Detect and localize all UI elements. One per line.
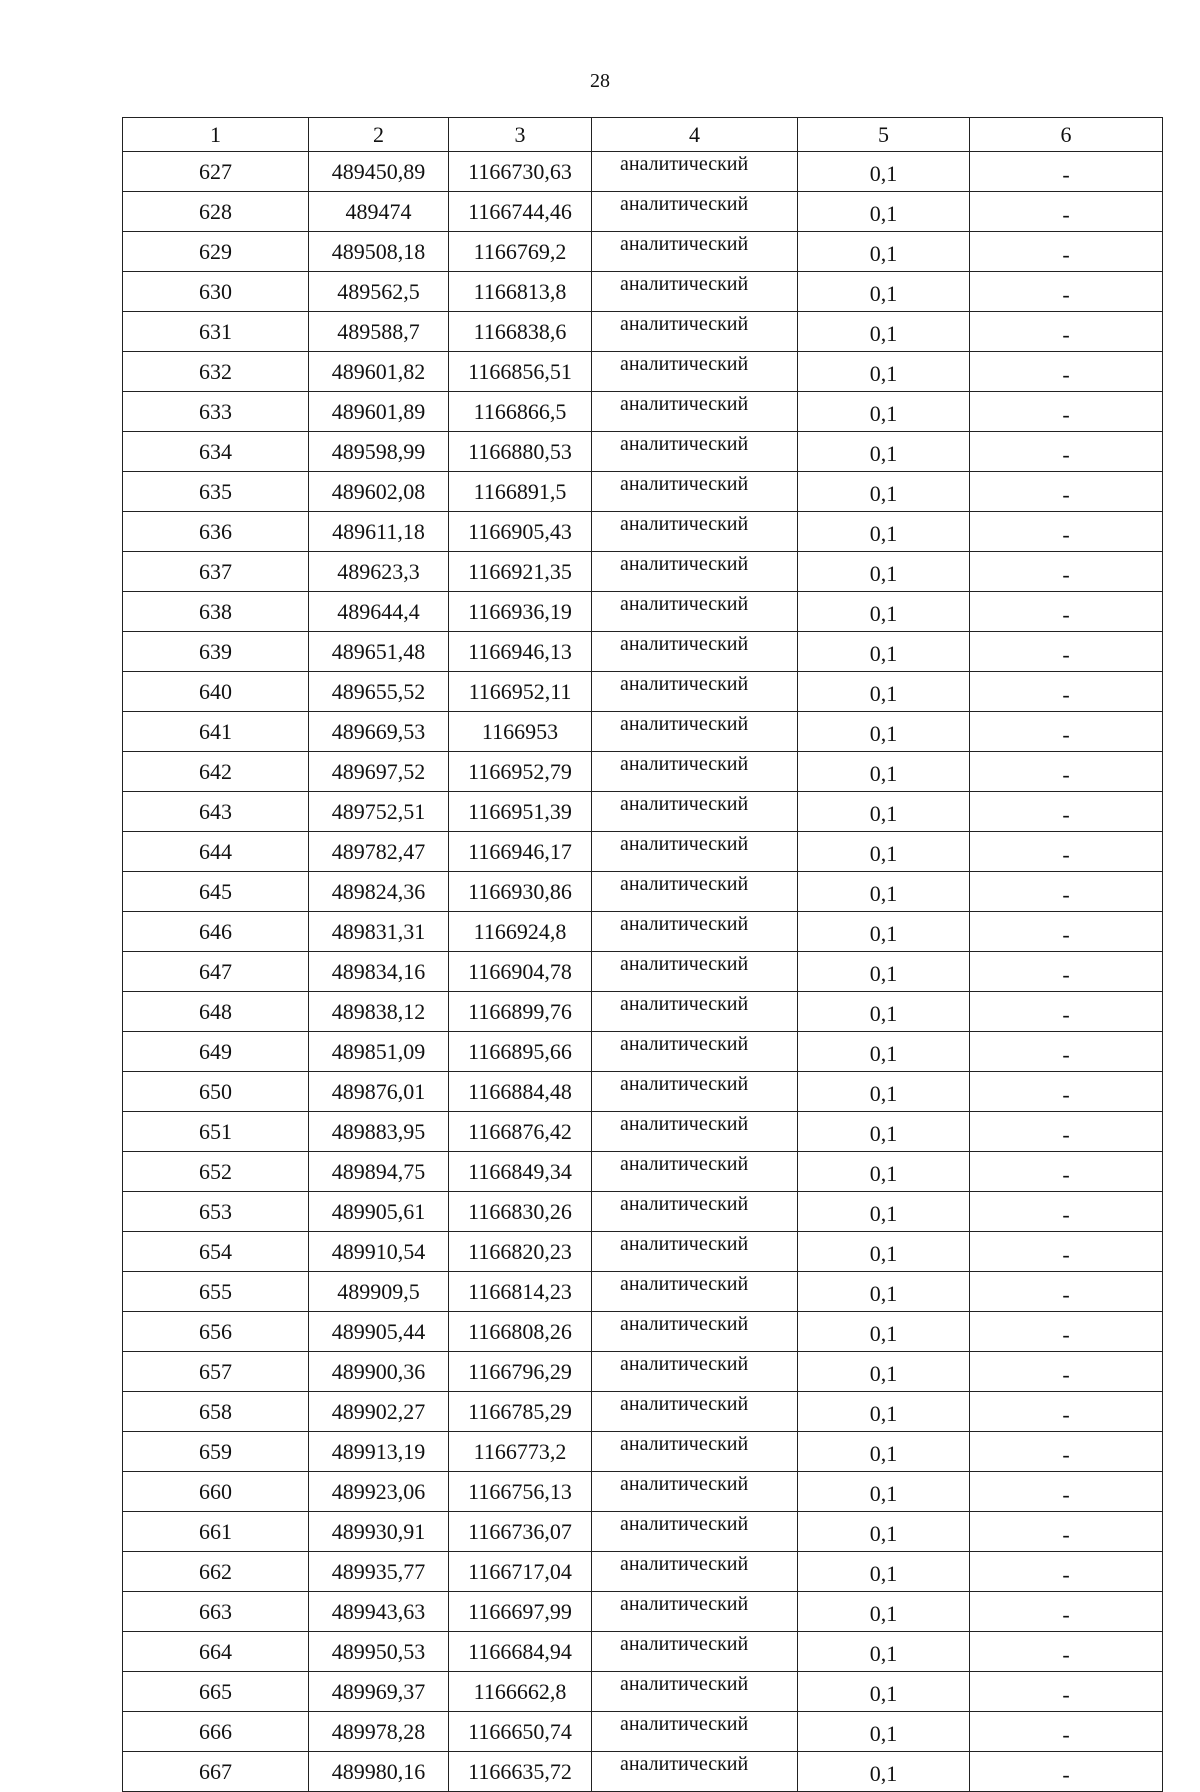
cell-note: -	[970, 1392, 1163, 1432]
cell-point-number: 644	[123, 832, 309, 872]
cell-accuracy: 0,1	[798, 672, 970, 712]
cell-method: аналитический	[592, 1432, 798, 1472]
table-row	[123, 1632, 1163, 1672]
cell-coord-y: 1166946,13	[449, 632, 592, 672]
cell-coord-x: 489838,12	[309, 992, 449, 1032]
cell-accuracy: 0,1	[798, 992, 970, 1032]
cell-point-number: 640	[123, 672, 309, 712]
cell-note: -	[970, 272, 1163, 312]
table-row	[123, 1592, 1163, 1632]
cell-coord-y: 1166849,34	[449, 1152, 592, 1192]
cell-coord-y: 1166899,76	[449, 992, 592, 1032]
table-row	[123, 1272, 1163, 1312]
cell-method: аналитический	[592, 1712, 798, 1752]
table-row	[123, 792, 1163, 832]
cell-note: -	[970, 672, 1163, 712]
cell-method: аналитический	[592, 1032, 798, 1072]
cell-coord-y: 1166684,94	[449, 1632, 592, 1672]
table-row	[123, 1432, 1163, 1472]
table-header-row	[123, 118, 1163, 152]
cell-note: -	[970, 632, 1163, 672]
cell-accuracy: 0,1	[798, 952, 970, 992]
cell-coord-x: 489601,89	[309, 392, 449, 432]
cell-accuracy: 0,1	[798, 1752, 970, 1792]
cell-accuracy: 0,1	[798, 592, 970, 632]
cell-accuracy: 0,1	[798, 1272, 970, 1312]
cell-coord-x: 489883,95	[309, 1112, 449, 1152]
cell-note: -	[970, 1112, 1163, 1152]
table-row	[123, 1312, 1163, 1352]
table-row	[123, 952, 1163, 992]
cell-coord-y: 1166952,79	[449, 752, 592, 792]
cell-point-number: 627	[123, 152, 309, 192]
cell-accuracy: 0,1	[798, 152, 970, 192]
cell-point-number: 652	[123, 1152, 309, 1192]
cell-note: -	[970, 512, 1163, 552]
cell-point-number: 656	[123, 1312, 309, 1352]
cell-coord-x: 489930,91	[309, 1512, 449, 1552]
cell-coord-x: 489824,36	[309, 872, 449, 912]
cell-accuracy: 0,1	[798, 1712, 970, 1752]
cell-accuracy: 0,1	[798, 1552, 970, 1592]
cell-accuracy: 0,1	[798, 352, 970, 392]
cell-method: аналитический	[592, 1352, 798, 1392]
coordinates-table	[122, 117, 1163, 1792]
cell-method: аналитический	[592, 672, 798, 712]
cell-accuracy: 0,1	[798, 392, 970, 432]
cell-point-number: 650	[123, 1072, 309, 1112]
cell-note: -	[970, 152, 1163, 192]
cell-accuracy: 0,1	[798, 1072, 970, 1112]
cell-coord-x: 489508,18	[309, 232, 449, 272]
cell-coord-y: 1166697,99	[449, 1592, 592, 1632]
cell-point-number: 642	[123, 752, 309, 792]
cell-point-number: 637	[123, 552, 309, 592]
cell-coord-x: 489655,52	[309, 672, 449, 712]
cell-method: аналитический	[592, 1312, 798, 1352]
table-row	[123, 1152, 1163, 1192]
cell-note: -	[970, 832, 1163, 872]
cell-note: -	[970, 1072, 1163, 1112]
cell-coord-x: 489697,52	[309, 752, 449, 792]
cell-accuracy: 0,1	[798, 1512, 970, 1552]
cell-note: -	[970, 1352, 1163, 1392]
cell-accuracy: 0,1	[798, 1432, 970, 1472]
cell-coord-x: 489782,47	[309, 832, 449, 872]
cell-note: -	[970, 432, 1163, 472]
cell-coord-x: 489752,51	[309, 792, 449, 832]
cell-note: -	[970, 1192, 1163, 1232]
cell-point-number: 632	[123, 352, 309, 392]
table-row	[123, 752, 1163, 792]
cell-note: -	[970, 752, 1163, 792]
cell-point-number: 659	[123, 1432, 309, 1472]
cell-coord-y: 1166866,5	[449, 392, 592, 432]
cell-coord-y: 1166936,19	[449, 592, 592, 632]
cell-coord-y: 1166830,26	[449, 1192, 592, 1232]
cell-note: -	[970, 792, 1163, 832]
cell-method: аналитический	[592, 1552, 798, 1592]
cell-coord-y: 1166905,43	[449, 512, 592, 552]
cell-accuracy: 0,1	[798, 912, 970, 952]
cell-accuracy: 0,1	[798, 552, 970, 592]
table-row	[123, 1072, 1163, 1112]
cell-point-number: 651	[123, 1112, 309, 1152]
cell-coord-x: 489669,53	[309, 712, 449, 752]
cell-point-number: 648	[123, 992, 309, 1032]
table-row	[123, 1232, 1163, 1272]
cell-note: -	[970, 1152, 1163, 1192]
cell-accuracy: 0,1	[798, 1392, 970, 1432]
cell-note: -	[970, 872, 1163, 912]
table-row	[123, 1352, 1163, 1392]
cell-point-number: 662	[123, 1552, 309, 1592]
table-row	[123, 472, 1163, 512]
cell-note: -	[970, 1312, 1163, 1352]
cell-coord-x: 489651,48	[309, 632, 449, 672]
cell-accuracy: 0,1	[798, 1112, 970, 1152]
cell-coord-x: 489978,28	[309, 1712, 449, 1752]
cell-coord-y: 1166650,74	[449, 1712, 592, 1752]
cell-note: -	[970, 312, 1163, 352]
cell-method: аналитический	[592, 752, 798, 792]
cell-accuracy: 0,1	[798, 312, 970, 352]
cell-accuracy: 0,1	[798, 1592, 970, 1632]
cell-coord-x: 489943,63	[309, 1592, 449, 1632]
table-row	[123, 1112, 1163, 1152]
cell-coord-y: 1166930,86	[449, 872, 592, 912]
table-row	[123, 392, 1163, 432]
cell-coord-x: 489969,37	[309, 1672, 449, 1712]
table-row	[123, 152, 1163, 192]
cell-accuracy: 0,1	[798, 232, 970, 272]
cell-method: аналитический	[592, 432, 798, 472]
column-header-6: 6	[970, 118, 1163, 152]
cell-coord-x: 489905,44	[309, 1312, 449, 1352]
cell-coord-y: 1166951,39	[449, 792, 592, 832]
cell-point-number: 630	[123, 272, 309, 312]
cell-accuracy: 0,1	[798, 272, 970, 312]
cell-note: -	[970, 1592, 1163, 1632]
cell-coord-x: 489923,06	[309, 1472, 449, 1512]
cell-coord-y: 1166635,72	[449, 1752, 592, 1792]
cell-method: аналитический	[592, 1152, 798, 1192]
cell-accuracy: 0,1	[798, 512, 970, 552]
cell-method: аналитический	[592, 832, 798, 872]
cell-method: аналитический	[592, 1272, 798, 1312]
cell-accuracy: 0,1	[798, 192, 970, 232]
cell-note: -	[970, 992, 1163, 1032]
cell-note: -	[970, 192, 1163, 232]
cell-coord-y: 1166876,42	[449, 1112, 592, 1152]
cell-note: -	[970, 1752, 1163, 1792]
cell-point-number: 631	[123, 312, 309, 352]
cell-method: аналитический	[592, 1072, 798, 1112]
cell-accuracy: 0,1	[798, 832, 970, 872]
table-row	[123, 672, 1163, 712]
cell-accuracy: 0,1	[798, 1632, 970, 1672]
table-row	[123, 1552, 1163, 1592]
cell-note: -	[970, 952, 1163, 992]
cell-coord-y: 1166744,46	[449, 192, 592, 232]
cell-point-number: 646	[123, 912, 309, 952]
cell-method: аналитический	[592, 872, 798, 912]
cell-method: аналитический	[592, 912, 798, 952]
cell-method: аналитический	[592, 232, 798, 272]
cell-accuracy: 0,1	[798, 712, 970, 752]
cell-accuracy: 0,1	[798, 1472, 970, 1512]
cell-note: -	[970, 1472, 1163, 1512]
cell-accuracy: 0,1	[798, 1672, 970, 1712]
cell-coord-x: 489598,99	[309, 432, 449, 472]
column-header-5: 5	[798, 118, 970, 152]
table-row	[123, 632, 1163, 672]
cell-coord-x: 489623,3	[309, 552, 449, 592]
cell-note: -	[970, 1552, 1163, 1592]
cell-method: аналитический	[592, 952, 798, 992]
table-row	[123, 192, 1163, 232]
cell-coord-y: 1166880,53	[449, 432, 592, 472]
table-row	[123, 272, 1163, 312]
cell-coord-y: 1166808,26	[449, 1312, 592, 1352]
cell-coord-x: 489935,77	[309, 1552, 449, 1592]
cell-point-number: 653	[123, 1192, 309, 1232]
cell-point-number: 638	[123, 592, 309, 632]
cell-coord-y: 1166736,07	[449, 1512, 592, 1552]
cell-coord-y: 1166921,35	[449, 552, 592, 592]
cell-point-number: 633	[123, 392, 309, 432]
column-header-3: 3	[449, 118, 592, 152]
cell-coord-x: 489851,09	[309, 1032, 449, 1072]
cell-coord-x: 489450,89	[309, 152, 449, 192]
table-row	[123, 312, 1163, 352]
cell-note: -	[970, 712, 1163, 752]
cell-point-number: 663	[123, 1592, 309, 1632]
page-number: 28	[590, 70, 610, 92]
cell-note: -	[970, 472, 1163, 512]
cell-coord-x: 489876,01	[309, 1072, 449, 1112]
cell-coord-y: 1166773,2	[449, 1432, 592, 1472]
table-row	[123, 1752, 1163, 1792]
cell-coord-y: 1166924,8	[449, 912, 592, 952]
cell-coord-x: 489831,31	[309, 912, 449, 952]
cell-point-number: 658	[123, 1392, 309, 1432]
cell-accuracy: 0,1	[798, 432, 970, 472]
cell-point-number: 649	[123, 1032, 309, 1072]
table-row	[123, 1392, 1163, 1432]
cell-coord-x: 489980,16	[309, 1752, 449, 1792]
cell-note: -	[970, 552, 1163, 592]
cell-point-number: 666	[123, 1712, 309, 1752]
cell-method: аналитический	[592, 152, 798, 192]
cell-coord-y: 1166717,04	[449, 1552, 592, 1592]
cell-coord-x: 489611,18	[309, 512, 449, 552]
cell-coord-x: 489644,4	[309, 592, 449, 632]
cell-accuracy: 0,1	[798, 1152, 970, 1192]
cell-method: аналитический	[592, 1232, 798, 1272]
cell-coord-x: 489900,36	[309, 1352, 449, 1392]
cell-point-number: 634	[123, 432, 309, 472]
cell-coord-x: 489913,19	[309, 1432, 449, 1472]
cell-coord-y: 1166820,23	[449, 1232, 592, 1272]
table-row	[123, 912, 1163, 952]
cell-coord-x: 489909,5	[309, 1272, 449, 1312]
cell-coord-x: 489601,82	[309, 352, 449, 392]
cell-note: -	[970, 1232, 1163, 1272]
cell-point-number: 639	[123, 632, 309, 672]
cell-note: -	[970, 1632, 1163, 1672]
cell-coord-y: 1166730,63	[449, 152, 592, 192]
table-row	[123, 712, 1163, 752]
table-row	[123, 552, 1163, 592]
table-row	[123, 1512, 1163, 1552]
cell-coord-y: 1166884,48	[449, 1072, 592, 1112]
cell-method: аналитический	[592, 1392, 798, 1432]
cell-method: аналитический	[592, 352, 798, 392]
cell-method: аналитический	[592, 392, 798, 432]
cell-method: аналитический	[592, 1512, 798, 1552]
cell-accuracy: 0,1	[798, 872, 970, 912]
cell-coord-x: 489474	[309, 192, 449, 232]
cell-accuracy: 0,1	[798, 1232, 970, 1272]
table-row	[123, 1672, 1163, 1712]
cell-point-number: 664	[123, 1632, 309, 1672]
cell-coord-y: 1166796,29	[449, 1352, 592, 1392]
cell-coord-y: 1166769,2	[449, 232, 592, 272]
cell-coord-x: 489905,61	[309, 1192, 449, 1232]
table-row	[123, 1032, 1163, 1072]
table-row	[123, 592, 1163, 632]
table-row	[123, 1712, 1163, 1752]
cell-note: -	[970, 232, 1163, 272]
cell-point-number: 667	[123, 1752, 309, 1792]
table-row	[123, 432, 1163, 472]
cell-method: аналитический	[592, 552, 798, 592]
column-header-2: 2	[309, 118, 449, 152]
cell-coord-y: 1166904,78	[449, 952, 592, 992]
cell-accuracy: 0,1	[798, 1032, 970, 1072]
cell-note: -	[970, 392, 1163, 432]
cell-method: аналитический	[592, 272, 798, 312]
cell-note: -	[970, 1272, 1163, 1312]
cell-point-number: 665	[123, 1672, 309, 1712]
cell-method: аналитический	[592, 192, 798, 232]
cell-note: -	[970, 1432, 1163, 1472]
table-row	[123, 352, 1163, 392]
cell-point-number: 643	[123, 792, 309, 832]
cell-point-number: 641	[123, 712, 309, 752]
table-row	[123, 1472, 1163, 1512]
cell-point-number: 635	[123, 472, 309, 512]
cell-coord-x: 489902,27	[309, 1392, 449, 1432]
cell-method: аналитический	[592, 1192, 798, 1232]
cell-coord-x: 489910,54	[309, 1232, 449, 1272]
cell-note: -	[970, 1712, 1163, 1752]
cell-method: аналитический	[592, 1472, 798, 1512]
cell-method: аналитический	[592, 712, 798, 752]
cell-point-number: 636	[123, 512, 309, 552]
cell-accuracy: 0,1	[798, 752, 970, 792]
cell-point-number: 655	[123, 1272, 309, 1312]
cell-note: -	[970, 592, 1163, 632]
table-row	[123, 872, 1163, 912]
cell-method: аналитический	[592, 992, 798, 1032]
cell-coord-y: 1166838,6	[449, 312, 592, 352]
cell-coord-y: 1166813,8	[449, 272, 592, 312]
cell-method: аналитический	[592, 1112, 798, 1152]
cell-method: аналитический	[592, 592, 798, 632]
cell-accuracy: 0,1	[798, 472, 970, 512]
cell-point-number: 660	[123, 1472, 309, 1512]
cell-method: аналитический	[592, 792, 798, 832]
cell-coord-x: 489562,5	[309, 272, 449, 312]
cell-coord-y: 1166785,29	[449, 1392, 592, 1432]
cell-note: -	[970, 1032, 1163, 1072]
cell-coord-x: 489834,16	[309, 952, 449, 992]
cell-coord-y: 1166952,11	[449, 672, 592, 712]
cell-method: аналитический	[592, 472, 798, 512]
cell-note: -	[970, 1512, 1163, 1552]
cell-coord-y: 1166814,23	[449, 1272, 592, 1312]
cell-method: аналитический	[592, 1672, 798, 1712]
table-row	[123, 232, 1163, 272]
cell-accuracy: 0,1	[798, 1192, 970, 1232]
cell-coord-x: 489602,08	[309, 472, 449, 512]
cell-point-number: 629	[123, 232, 309, 272]
cell-coord-x: 489588,7	[309, 312, 449, 352]
cell-coord-y: 1166891,5	[449, 472, 592, 512]
cell-coord-y: 1166856,51	[449, 352, 592, 392]
column-header-1: 1	[123, 118, 309, 152]
table-row	[123, 1192, 1163, 1232]
cell-coord-y: 1166756,13	[449, 1472, 592, 1512]
cell-point-number: 628	[123, 192, 309, 232]
cell-note: -	[970, 352, 1163, 392]
cell-point-number: 654	[123, 1232, 309, 1272]
cell-accuracy: 0,1	[798, 792, 970, 832]
cell-coord-x: 489894,75	[309, 1152, 449, 1192]
cell-coord-y: 1166953	[449, 712, 592, 752]
cell-coord-y: 1166662,8	[449, 1672, 592, 1712]
table-row	[123, 512, 1163, 552]
cell-method: аналитический	[592, 1592, 798, 1632]
cell-accuracy: 0,1	[798, 1312, 970, 1352]
cell-note: -	[970, 1672, 1163, 1712]
cell-coord-x: 489950,53	[309, 1632, 449, 1672]
cell-method: аналитический	[592, 512, 798, 552]
cell-note: -	[970, 912, 1163, 952]
table-row	[123, 832, 1163, 872]
cell-accuracy: 0,1	[798, 1352, 970, 1392]
cell-method: аналитический	[592, 312, 798, 352]
cell-coord-y: 1166895,66	[449, 1032, 592, 1072]
cell-method: аналитический	[592, 632, 798, 672]
column-header-4: 4	[592, 118, 798, 152]
cell-method: аналитический	[592, 1752, 798, 1792]
cell-accuracy: 0,1	[798, 632, 970, 672]
cell-point-number: 647	[123, 952, 309, 992]
table-row	[123, 992, 1163, 1032]
table-body	[123, 152, 1163, 1792]
cell-point-number: 661	[123, 1512, 309, 1552]
cell-coord-y: 1166946,17	[449, 832, 592, 872]
cell-method: аналитический	[592, 1632, 798, 1672]
cell-point-number: 645	[123, 872, 309, 912]
cell-point-number: 657	[123, 1352, 309, 1392]
